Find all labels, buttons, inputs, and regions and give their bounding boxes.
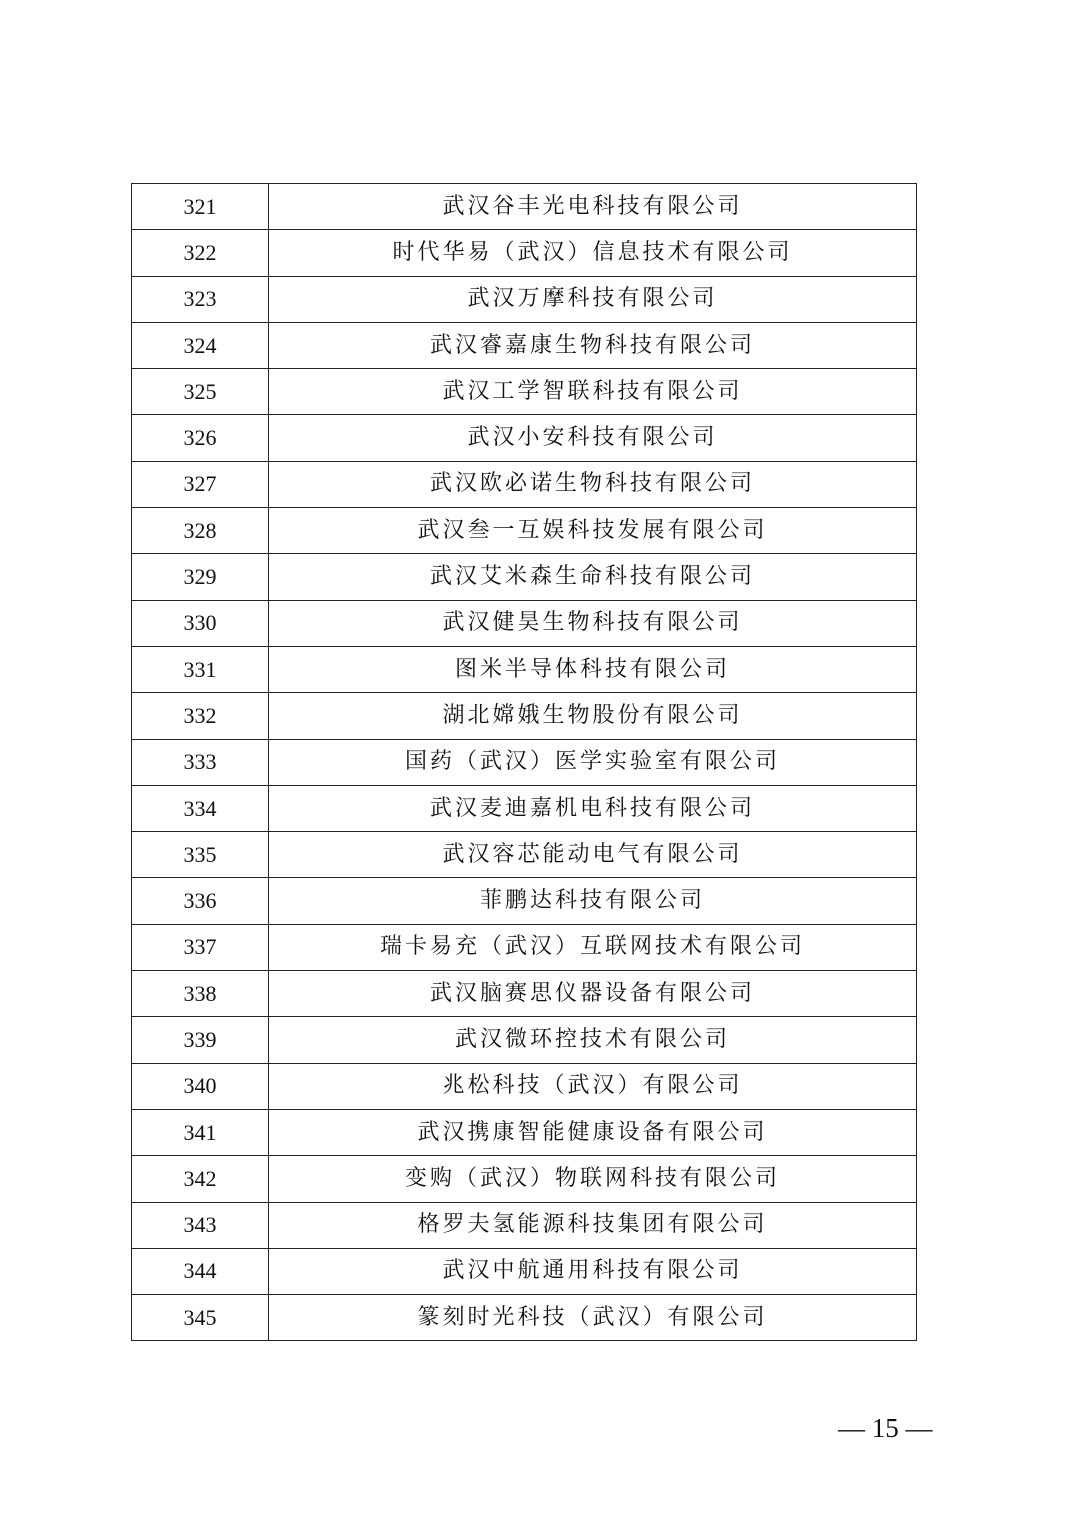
table-row [132,508,917,554]
row-number-cell: 343 [132,1202,269,1248]
company-name-cell: 武汉睿嘉康生物科技有限公司 [269,322,917,368]
table-row [132,693,917,739]
company-name-cell: 图米半导体科技有限公司 [269,646,917,692]
company-name-cell: 武汉谷丰光电科技有限公司 [269,184,917,230]
company-name-cell: 武汉健昊生物科技有限公司 [269,600,917,646]
row-number-cell: 345 [132,1295,269,1341]
table-row [132,924,917,970]
table-row [132,554,917,600]
row-number-cell: 341 [132,1109,269,1155]
company-name-cell: 篆刻时光科技（武汉）有限公司 [269,1295,917,1341]
company-name-cell: 武汉微环控技术有限公司 [269,1017,917,1063]
company-name-cell: 时代华易（武汉）信息技术有限公司 [269,230,917,276]
company-name-cell: 武汉脑赛思仪器设备有限公司 [269,971,917,1017]
company-name-cell: 兆松科技（武汉）有限公司 [269,1063,917,1109]
row-number-cell: 328 [132,508,269,554]
company-name-cell: 格罗夫氢能源科技集团有限公司 [269,1202,917,1248]
company-name-cell: 武汉容芯能动电气有限公司 [269,832,917,878]
row-number-cell: 323 [132,276,269,322]
company-name-cell: 武汉欧必诺生物科技有限公司 [269,461,917,507]
row-number-cell: 326 [132,415,269,461]
row-number-cell: 336 [132,878,269,924]
table-row [132,971,917,1017]
table-row [132,600,917,646]
company-name-cell: 武汉中航通用科技有限公司 [269,1248,917,1294]
row-number-cell: 342 [132,1156,269,1202]
table-row [132,184,917,230]
table-row [132,1109,917,1155]
page-number: — 15 — [838,1413,933,1443]
row-number-cell: 327 [132,461,269,507]
company-name-cell: 湖北嫦娥生物股份有限公司 [269,693,917,739]
company-list-table [131,183,917,1341]
table-row [132,785,917,831]
table-row [132,322,917,368]
row-number-cell: 330 [132,600,269,646]
row-number-cell: 333 [132,739,269,785]
table-row [132,832,917,878]
table-row [132,369,917,415]
table-row [132,1202,917,1248]
row-number-cell: 339 [132,1017,269,1063]
row-number-cell: 332 [132,693,269,739]
row-number-cell: 334 [132,785,269,831]
company-name-cell: 武汉万摩科技有限公司 [269,276,917,322]
company-name-cell: 武汉小安科技有限公司 [269,415,917,461]
table-row [132,1295,917,1341]
company-name-cell: 武汉携康智能健康设备有限公司 [269,1109,917,1155]
row-number-cell: 322 [132,230,269,276]
row-number-cell: 335 [132,832,269,878]
company-name-cell: 武汉工学智联科技有限公司 [269,369,917,415]
table-row [132,878,917,924]
table-row [132,1063,917,1109]
table-row [132,1017,917,1063]
table-row [132,1156,917,1202]
company-list-body [132,184,917,1341]
table-row [132,415,917,461]
company-name-cell: 武汉叁一互娱科技发展有限公司 [269,508,917,554]
table-row [132,646,917,692]
table-row [132,230,917,276]
company-name-cell: 变购（武汉）物联网科技有限公司 [269,1156,917,1202]
row-number-cell: 340 [132,1063,269,1109]
table-row [132,276,917,322]
row-number-cell: 329 [132,554,269,600]
row-number-cell: 344 [132,1248,269,1294]
row-number-cell: 324 [132,322,269,368]
company-name-cell: 瑞卡易充（武汉）互联网技术有限公司 [269,924,917,970]
table-row [132,739,917,785]
row-number-cell: 321 [132,184,269,230]
company-name-cell: 国药（武汉）医学实验室有限公司 [269,739,917,785]
company-name-cell: 武汉麦迪嘉机电科技有限公司 [269,785,917,831]
row-number-cell: 331 [132,646,269,692]
row-number-cell: 337 [132,924,269,970]
row-number-cell: 338 [132,971,269,1017]
company-name-cell: 菲鹏达科技有限公司 [269,878,917,924]
table-row [132,1248,917,1294]
row-number-cell: 325 [132,369,269,415]
company-name-cell: 武汉艾米森生命科技有限公司 [269,554,917,600]
table-row [132,461,917,507]
